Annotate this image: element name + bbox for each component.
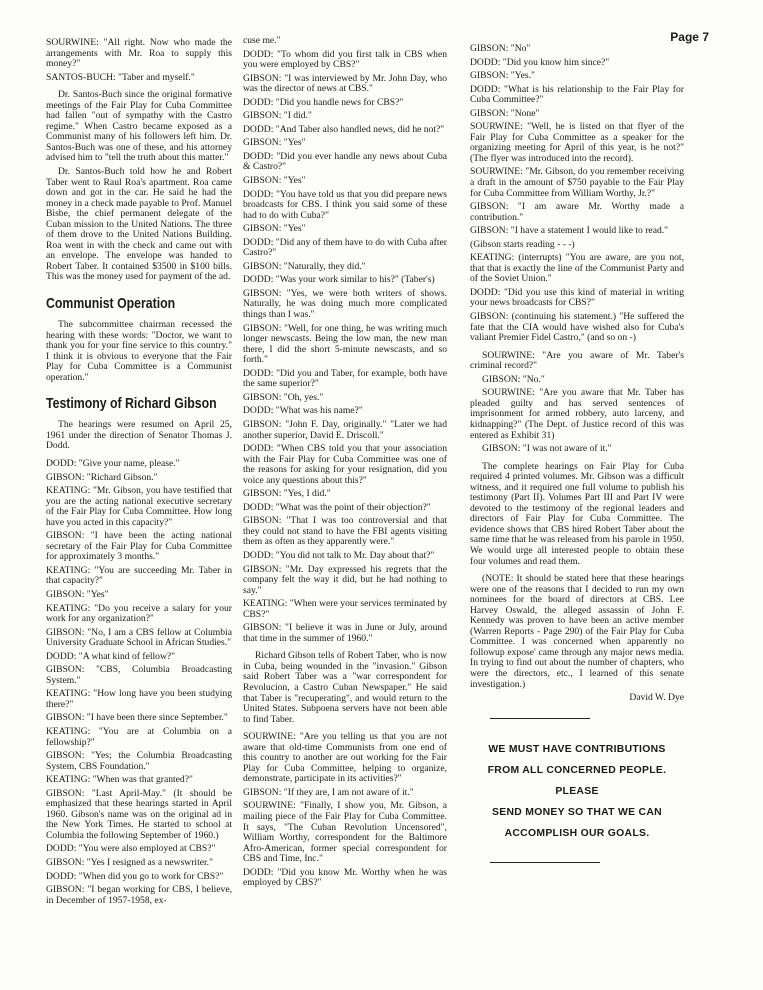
column-1 — [46, 38, 232, 982]
paragraph: GIBSON: "Mr. Day expressed his regrets that the company felt the way it did, but he had nothing to say." — [243, 563, 447, 596]
paragraph: SOURWINE: "Are you telling us that you are not aware that old-time Communists from one end of this country to another are out working for the Fair Play for Cuba Committee, helping to organize, demonstrate, participate in its activities?" — [243, 731, 447, 785]
paragraph: DODD: "Did you know him since?" — [470, 56, 610, 68]
paragraph: (Gibson starts reading - - -) — [470, 238, 575, 250]
paragraph: The hearings were resumed on April 25, 1961 under the direction of Senator Thomas J. Dodd. — [46, 419, 232, 452]
paragraph: GIBSON: "I have been the acting national secretary of the Fair Play for Cuba Committee for approximately 3 months." — [46, 530, 232, 563]
appeal-line: SEND MONEY SO THAT WE CAN — [492, 806, 662, 818]
paragraph: KEATING: (interrupts) "You are aware, are you not, that that is exactly the line of the Communist Party and of the Soviet Union." — [470, 252, 684, 285]
paragraph: KEATING: "Mr. Gibson, you have testified that you are the acting national executive secretary of the Fair Play for Cuba Committee. How long have you acted in this capacity?" — [46, 485, 232, 528]
paragraph: KEATING: "When was that granted?" — [46, 774, 193, 786]
paragraph: GIBSON: "That I was too controversial and that they could not stand to have the FBI agents visiting them as often as they apparently were." — [243, 515, 447, 548]
column-2 — [243, 36, 447, 982]
paragraph: SOURWINE: "Finally, I show you, Mr. Gibson, a mailing piece of the Fair Play for Cuba Committee. It says, "The Cuban Revolution Uncensored", William Worthy, correspondent for the Baltimore Afro-American, former special correspondent for CBS and Time, Inc." — [243, 800, 447, 865]
paragraph: KEATING: "How long have you been studying there?" — [46, 688, 232, 710]
paragraph: The complete hearings on Fair Play for Cuba required 4 printed volumes. Mr. Gibson was a difficult witness, and it required one full volume to publish his testimony (Part II). Volumes Part III and Part IV were devoted to the testimony of the regional leaders and directors of Fair Play for Cuba Committee. The evidence shows that CBS hired Robert Taber about the same time that he was released from his parole in 1950. We would urge all interested people to obtain these four volumes and read them. — [470, 460, 684, 567]
text-block — [243, 36, 447, 644]
paragraph: SOURWINE: "Are you aware that Mr. Taber has pleaded guilty and has served sentences of imprisonment for armed robbery, auto larceny, and kidnapping?" (The Dept. of Justice record of this was entered as Exhibit 31) — [470, 387, 684, 441]
paragraph: (NOTE: It should be stated here that these hearings were one of the reasons that I decided to run my own nominees for the board of directors at CBS. Lee Harvey Oswald, the alleged assassin of John F. Kennedy was proven to have been an active member (Warren Reports - Page 290) of the Fair Play for Cuba Committee. I was concerned when apparently no followup expose' came through any major news media. In trying to find out about the number of chapters, who were the directors, etc., I learned of this senate investigation.) — [470, 573, 684, 690]
paragraph: DODD: "When CBS told you that your association with the Fair Play for Cuba Committee was one of the reasons for asking for your resignation, did you voice any questions about this?" — [243, 443, 447, 486]
paragraph: DODD: "What was the point of their objection?" — [243, 501, 431, 513]
paragraph: GIBSON: "Yes, I did." — [243, 488, 331, 500]
paragraph: DODD: "Did you ever handle any news about Cuba & Castro?" — [243, 150, 447, 173]
section-heading-communist-operation: Communist Operation — [46, 295, 176, 313]
paragraph: GIBSON: "Yes." — [470, 70, 535, 82]
text-block — [46, 90, 232, 283]
paragraph: DODD: "Was your work similar to his?" (Taber's) — [243, 274, 435, 286]
paragraph: DODD: "Give your name, please." — [46, 457, 180, 469]
paragraph: GIBSON: "I am aware Mr. Worthy made a contribution." — [470, 201, 684, 223]
paragraph: DODD: "You did not talk to Mr. Day about that?" — [243, 549, 435, 561]
paragraph: SOURWINE: "Well, he is listed on that flyer of the Fair Play for Cuba Committee as a speaker for the organizing meeting for April of this year, is he not?" (The flyer was introduced into the record). — [470, 121, 684, 164]
text-block — [46, 420, 232, 452]
paragraph: GIBSON: "Yes, we were both writers of shows. Naturally, he was doing much more complicated things than I was." — [243, 287, 447, 321]
paragraph: KEATING: "Do you receive a salary for your work for any organization?" — [46, 602, 232, 625]
page-number: Page 7 — [670, 30, 709, 44]
author-signature: David W. Dye — [629, 692, 684, 704]
paragraph: GIBSON: "Yes I resigned as a newswriter." — [46, 857, 213, 868]
text-block — [243, 651, 447, 725]
paragraph: DODD: "And Taber also handled news, did he not?" — [243, 123, 445, 135]
paragraph: GIBSON: "Last April-May." (It should be emphasized that these hearings started in April 1960. Gibson's name was on the original ad in the New York Times. He started to school at Columbia the following September of 1960.) — [46, 787, 232, 841]
paragraph: DODD: "What is his relationship to the Fair Play for Cuba Committee?" — [470, 83, 684, 106]
paragraph: GIBSON: "No" — [470, 44, 531, 54]
text-block — [470, 574, 684, 690]
paragraph: SOURWINE: "All right. Now who made the arrangements with Mr. Roa to supply this money?" — [46, 38, 232, 70]
paragraph: GIBSON: "Naturally, they did." — [243, 260, 366, 272]
paragraph: GIBSON: "No, I am a CBS fellow at Columbia University Graduate School in African Studies." — [46, 626, 232, 649]
paragraph: KEATING: "You are at Columbia on a fellowship?" — [46, 725, 232, 748]
paragraph: DODD: "Did any of them have to do with Cuba after Castro?" — [243, 236, 447, 259]
paragraph: Dr. Santos-Buch since the original formative meetings of the Fair Play for Cuba Committee had fallen "out of sympathy with the Castro regime." When Castro became exposed as a Communist many of his followers left him. Dr. Santos-Buch was one of these, and his attorney advised him to "tell the truth about this matter." — [46, 89, 232, 164]
paragraph: DODD: "Did you know Mr. Worthy when he was employed by CBS?" — [243, 866, 447, 889]
appeal-line: ACCOMPLISH OUR GOALS. — [504, 827, 650, 839]
contribution-appeal — [470, 739, 684, 844]
paragraph: GIBSON: "Richard Gibson." — [46, 471, 158, 483]
paragraph: GIBSON: "Yes" — [243, 223, 306, 235]
paragraph: DODD: "A what kind of fellow?" — [46, 650, 176, 662]
paragraph: GIBSON: (continuing his statement.) "He suffered the fate that the CIA would have wished also for Cuba's valiant Premier Fidel Castro," (and so on -) — [470, 311, 684, 344]
appeal-line: FROM ALL CONCERNED PEOPLE. PLEASE — [487, 764, 667, 797]
paragraph: GIBSON: "Oh, yes." — [243, 391, 324, 403]
paragraph: GIBSON: "If they are, I am not aware of it." — [243, 786, 414, 798]
paragraph: GIBSON: "Yes" — [243, 137, 306, 149]
text-block — [470, 462, 684, 567]
paragraph: SOURWINE: "Are you aware of Mr. Taber's criminal record?" — [470, 349, 684, 372]
text-block — [46, 320, 232, 383]
paragraph: GIBSON: "I was not aware of it." — [482, 443, 612, 455]
paragraph: GIBSON: "Yes; the Columbia Broadcasting System, CBS Foundation." — [46, 750, 232, 772]
paragraph: DODD: "To whom did you first talk in CBS when you were employed by CBS?" — [243, 48, 447, 71]
paragraph: GIBSON: "Yes" — [243, 175, 306, 187]
text-block — [470, 44, 684, 344]
paragraph: DODD: "Did you use this kind of material in writing your news broadcasts for CBS?" — [470, 286, 684, 309]
divider — [490, 718, 590, 719]
paragraph: cuse me." — [243, 36, 281, 46]
paragraph: The subcommittee chairman recessed the hearing with these words: "Doctor, we want to thank you for your fine service to this country." I think it is obvious to everyone that the Fair Play for Cuba Committee is a Communist operation." — [46, 319, 232, 383]
text-block — [470, 351, 684, 455]
paragraph: GIBSON: "I did." — [243, 110, 312, 122]
paragraph: GIBSON: "I was interviewed by Mr. John Day, who was the director of news at CBS." — [243, 72, 447, 95]
paragraph: GIBSON: "I began working for CBS, I believe, in December of 1957-1958, ex- — [46, 884, 232, 906]
paragraph: DODD: "Did you and Taber, for example, both have the same superior?" — [243, 367, 447, 390]
paragraph: KEATING: "You are succeeding Mr. Taber in that capacity?" — [46, 564, 232, 587]
paragraph: GIBSON: "I believe it was in June or July, around that time in the summer of 1960." — [243, 622, 447, 644]
paragraph: DODD: "Did you handle news for CBS?" — [243, 96, 404, 108]
paragraph: GIBSON: "I have a statement I would like to read." — [470, 225, 669, 237]
appeal-line: WE MUST HAVE CONTRIBUTIONS — [488, 743, 666, 755]
text-block — [46, 459, 232, 906]
text-block — [243, 732, 447, 889]
paragraph: GIBSON: "Yes" — [46, 588, 109, 600]
paragraph: GIBSON: "No." — [482, 373, 545, 385]
divider — [490, 862, 600, 863]
paragraph: KEATING: "When were your services terminated by CBS?" — [243, 598, 447, 620]
paragraph: DODD: "You were also employed at CBS?" — [46, 843, 216, 855]
paragraph: SANTOS-BUCH: "Taber and myself." — [46, 71, 195, 83]
paragraph: GIBSON: "None" — [470, 107, 540, 119]
paragraph: SOURWINE: "Mr. Gibson, do you remember receiving a draft in the amount of $750 payable to the Fair Play for Cuba Committee from William Worthy, Jr.?" — [470, 166, 684, 199]
paragraph: GIBSON: "Well, for one thing, he was writing much longer newscasts. Being the low man, the new man there, I did the short 5-minute newscasts, and so forth." — [243, 322, 447, 366]
paragraph: DODD: "You have told us that you did prepare news broadcasts for CBS. I think you said some of these had to do with Cuba?" — [243, 188, 447, 221]
paragraph: Dr. Santos-Buch told how he and Robert Taber went to Raul Roa's apartment. Roa came down and got in the car. He said he had the money in a check made payable to Prof. Manuel Bisbe, the chief permanent delegate of the Cuban mission to the United Nations. The three of them drove to the United Nations Building. Roa went in with the check and came out with an envelope. The envelope was handed to Robert Taber. It contained $3500 in $100 bills. This was the money used for payment of the ad. — [46, 166, 232, 283]
paragraph: GIBSON: "John F. Day, originally." "Later we had another superior, David E. Driscoll." — [243, 418, 447, 441]
paragraph: GIBSON: "I have been there since September." — [46, 712, 228, 724]
column-3 — [470, 44, 684, 982]
paragraph: DODD: "When did you go to work for CBS?" — [46, 870, 224, 882]
paragraph: DODD: "What was his name?" — [243, 405, 363, 417]
section-heading-testimony: Testimony of Richard Gibson — [46, 395, 217, 413]
text-block — [46, 38, 232, 83]
paragraph: Richard Gibson tells of Robert Taber, who is now in Cuba, being wounded in the "invasion." Gibson said Robert Taber was a "war correspondent for Revolucion, a Castro Cuban Newspaper." He said that Taber is "recuperating", and would return to the United States. Subpoena servers have not been able to find Taber. — [243, 650, 447, 725]
paragraph: GIBSON: "CBS, Columbia Broadcasting System." — [46, 664, 232, 686]
